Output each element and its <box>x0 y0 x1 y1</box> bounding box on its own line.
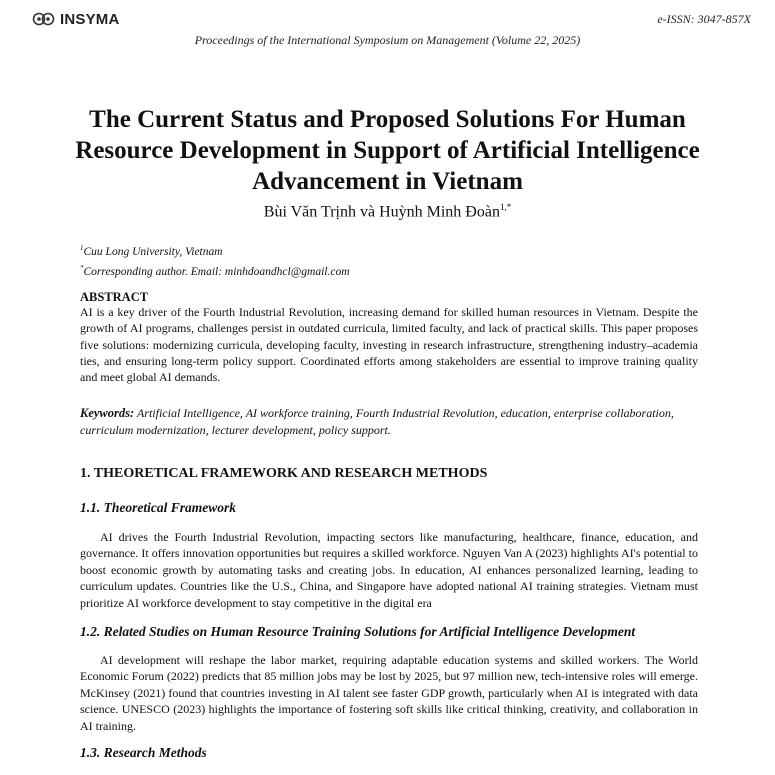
abstract <box>80 290 698 385</box>
paper-title: The Current Status and Proposed Solutions For Human Resource Development in Support of Artificial Intelligence Advancement in Vietnam <box>75 106 700 195</box>
affiliation-text: Cuu Long University, Vietnam <box>83 245 223 258</box>
subsection-heading-1-2: 1.2. Related Studies on Human Resource Training Solutions for Artificial Intelligence Development <box>80 624 636 639</box>
subsection-heading-1-3: 1.3. Research Methods <box>80 745 207 760</box>
logo-text: INSYMA <box>60 10 120 28</box>
keywords <box>80 405 698 439</box>
author-names: Bùi Văn Trịnh và Huỳnh Minh Đoàn <box>263 203 500 221</box>
authors <box>0 202 775 221</box>
corresponding-mark: * <box>80 263 84 272</box>
affiliation-line <box>80 240 350 260</box>
paragraph-1-1: AI drives the Fourth Industrial Revolution, impacting sectors like manufacturing, healthcare, finance, education, and governance. It offers innovation opportunities but requires a skilled workforce. Nguyen Van A (2023) highlights AI's potential to boost economic growth by automating tasks and creating jobs. In education, AI enhances personalized learning, leading to curriculum updates. Countries like the U.S., China, and Singapore have adopted national AI training strategies. Vietnam must prioritize AI workforce development to stay competitive in the digital era <box>80 530 698 610</box>
section-heading-1: 1. THEORETICAL FRAMEWORK AND RESEARCH METHODS <box>80 466 488 481</box>
corresponding-line <box>80 260 350 280</box>
affiliations <box>80 240 350 280</box>
issn-number: e-ISSN: 3047-857X <box>657 12 751 26</box>
proceedings-header: Proceedings of the International Symposium on Management (Volume 22, 2025) <box>194 33 581 47</box>
keywords-label: Keywords: <box>80 406 135 420</box>
abstract-heading: ABSTRACT <box>80 290 149 304</box>
insyma-logo <box>32 10 120 28</box>
keywords-text: Artificial Intelligence, AI workforce training, Fourth Industrial Revolution, education, enterprise collaboration, curriculum modernization, lecturer development, policy support. <box>80 406 674 437</box>
affiliation-mark: 1 <box>80 244 84 252</box>
author-marks: 1,* <box>499 202 512 212</box>
subsection-heading-1-1: 1.1. Theoretical Framework <box>80 500 236 515</box>
insyma-logo-icon <box>32 10 58 28</box>
paragraph-1-2: AI development will reshape the labor market, requiring adaptable education systems and skilled workers. The World Economic Forum (2022) predicts that 85 million jobs may be lost by 2025, but 97 million new, tech-intensive roles will emerge. McKinsey (2021) found that countries investing in AI talent see faster GDP growth, particularly when AI is integrated with data science. UNESCO (2023) highlights the importance of fostering soft skills like critical thinking, creativity, and collaboration in AI training. <box>80 653 698 733</box>
corresponding-text: Corresponding author. Email: minhdoandhcl@gmail.com <box>83 265 350 278</box>
abstract-text: AI is a key driver of the Fourth Industrial Revolution, increasing demand for skilled human resources in Vietnam. Despite the growth of AI programs, challenges persist in outdated curricula, limited faculty, and lack of practical skills. This paper proposes five solutions: modernizing curricula, developing faculty, investing in research infrastructure, strengthening industry–academia ties, and ensuring long-term policy support. Coordinated efforts among stakeholders are essential to improve training quality and meet global AI demands. <box>80 305 698 385</box>
